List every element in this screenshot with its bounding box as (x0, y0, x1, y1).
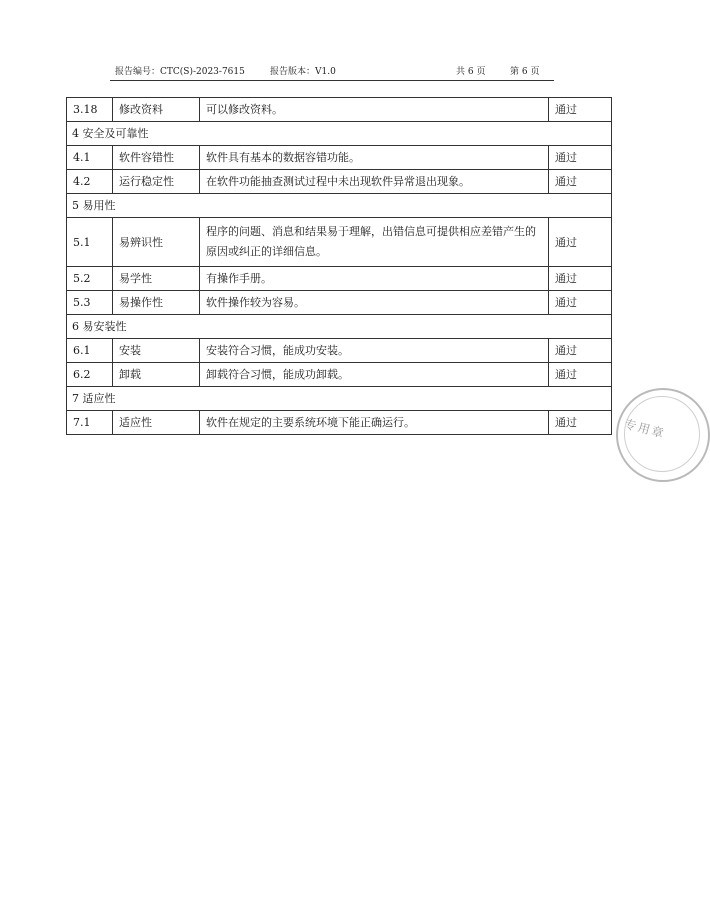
current-page: 第 6 页 (510, 67, 540, 77)
table-row (67, 411, 612, 435)
item-name: 适应性 (113, 411, 200, 435)
item-name: 修改资料 (113, 98, 200, 122)
page-header (110, 64, 554, 80)
item-result: 通过 (549, 363, 612, 387)
item-number: 6.2 (67, 363, 113, 387)
section-row (67, 194, 612, 218)
item-number: 5.1 (67, 218, 113, 267)
table-row (67, 146, 612, 170)
table-row (67, 339, 612, 363)
section-row (67, 315, 612, 339)
section-title: 4 安全及可靠性 (67, 122, 612, 146)
item-description: 安装符合习惯，能成功安装。 (200, 339, 549, 363)
item-number: 5.3 (67, 291, 113, 315)
table-row (67, 170, 612, 194)
total-pages: 共 6 页 (456, 67, 486, 77)
item-result: 通过 (549, 339, 612, 363)
item-result: 通过 (549, 146, 612, 170)
table-row (67, 363, 612, 387)
section-title: 5 易用性 (67, 194, 612, 218)
report-version: 报告版本：V1.0 (270, 67, 336, 77)
item-number: 4.2 (67, 170, 113, 194)
item-description: 软件操作较为容易。 (200, 291, 549, 315)
table-row (67, 98, 612, 122)
item-name: 易辨识性 (113, 218, 200, 267)
report-number: 报告编号：CTC(S)-2023-7615 (115, 67, 245, 77)
item-description: 卸载符合习惯，能成功卸载。 (200, 363, 549, 387)
item-number: 7.1 (67, 411, 113, 435)
item-number: 3.18 (67, 98, 113, 122)
item-number: 4.1 (67, 146, 113, 170)
item-number: 5.2 (67, 267, 113, 291)
item-result: 通过 (549, 291, 612, 315)
section-row (67, 387, 612, 411)
item-result: 通过 (549, 411, 612, 435)
item-description: 软件在规定的主要系统环境下能正确运行。 (200, 411, 549, 435)
item-description: 有操作手册。 (200, 267, 549, 291)
item-description: 可以修改资料。 (200, 98, 549, 122)
item-result: 通过 (549, 98, 612, 122)
item-result: 通过 (549, 267, 612, 291)
item-name: 运行稳定性 (113, 170, 200, 194)
section-title: 7 适应性 (67, 387, 612, 411)
item-name: 易操作性 (113, 291, 200, 315)
item-description: 软件具有基本的数据容错功能。 (200, 146, 549, 170)
section-row (67, 122, 612, 146)
item-name: 安装 (113, 339, 200, 363)
item-description: 在软件功能抽查测试过程中未出现软件异常退出现象。 (200, 170, 549, 194)
item-result: 通过 (549, 170, 612, 194)
item-number: 6.1 (67, 339, 113, 363)
item-result: 通过 (549, 218, 612, 267)
table-row (67, 218, 612, 267)
item-description: 程序的问题、消息和结果易于理解，出错信息可提供相应差错产生的原因或纠正的详细信息。 (200, 218, 549, 267)
seal-text: 专用章 (622, 416, 667, 442)
table-row (67, 267, 612, 291)
item-name: 易学性 (113, 267, 200, 291)
seal-stamp (616, 388, 710, 482)
test-results-table (66, 97, 612, 435)
table-row (67, 291, 612, 315)
section-title: 6 易安装性 (67, 315, 612, 339)
item-name: 卸载 (113, 363, 200, 387)
header-rule (110, 80, 554, 81)
item-name: 软件容错性 (113, 146, 200, 170)
